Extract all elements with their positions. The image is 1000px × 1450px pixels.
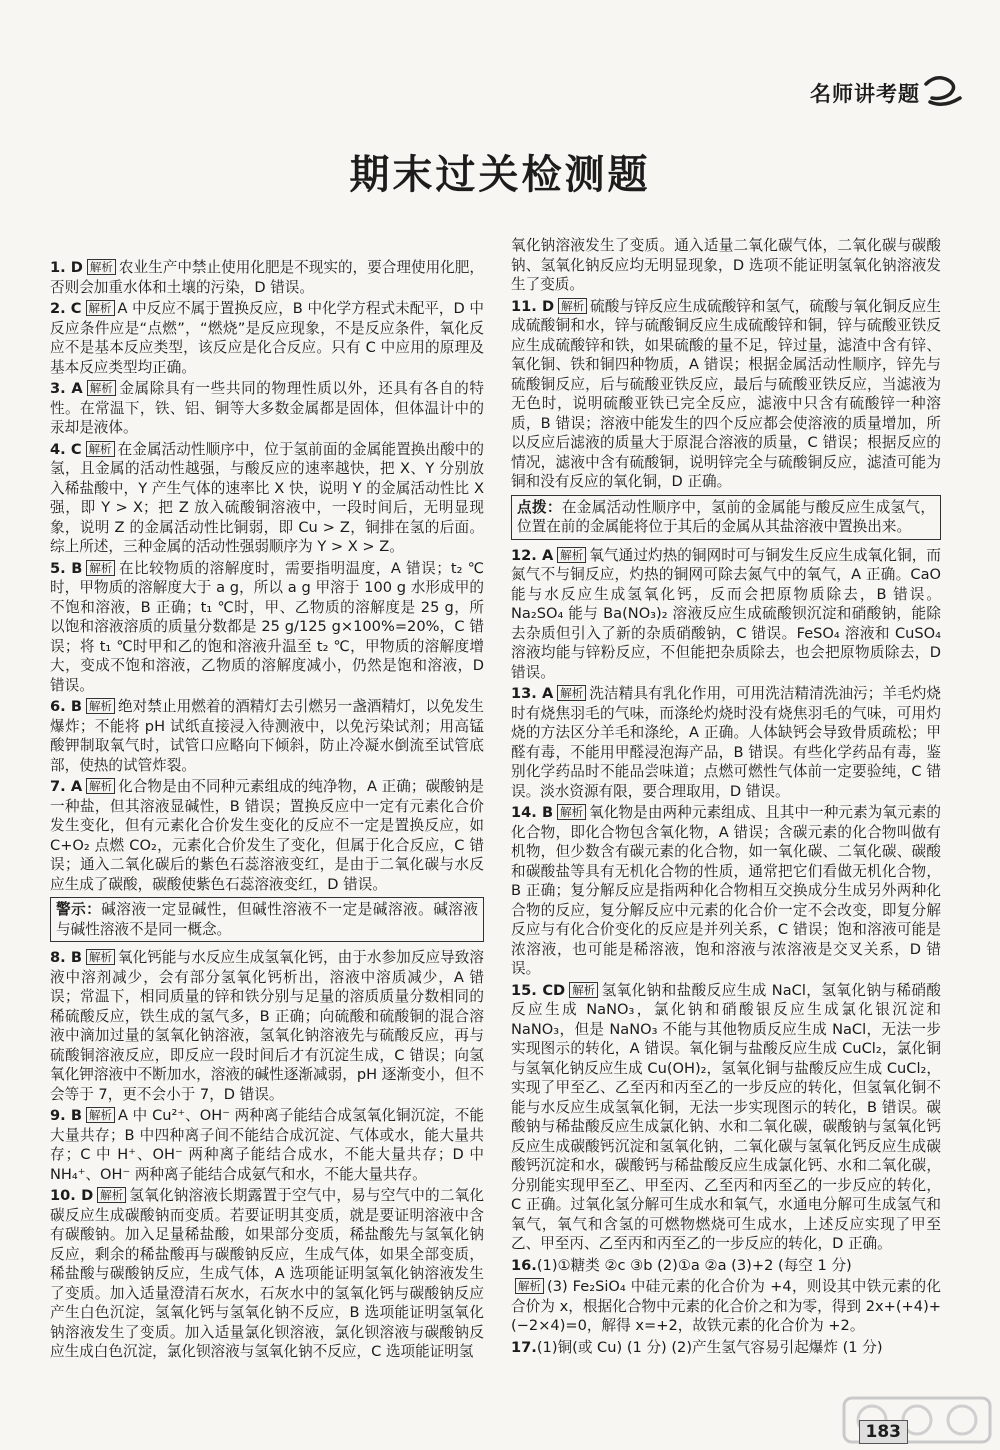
- answer-item: [50, 1106, 484, 1184]
- analysis-tag: 解析: [97, 1187, 126, 1203]
- answer-text: 硫酸与锌反应生成硫酸锌和氢气，硫酸与氧化铜反应生成硫酸铜和水，锌与硫酸铜反应生成硫酸锌和铜，锌与硫酸亚铁反应生成硫酸锌和铁，如果硫酸的量不足，锌过量，滤渣中含有锌、氧化铜、铁和铜四种物质，A 错误；根据金属活动性顺序，锌先与硫酸铜反应，后与硫酸亚铁反应，最后与硫酸亚铁反应，当滤液为无色时，说明硫酸亚铁已完全反应，滤液中只含有硫酸锌一种溶质，B 错误；溶液中能发生的四个反应都会使溶液的质量增加，所以反应后滤液的质量大于原混合溶液的质量，C 错误；根据反应的情况，滤液中含有硫酸铜，说明锌完全与硫酸铜反应，滤渣可能为铜和没有反应的氧化铜，D 正确。: [511, 297, 941, 490]
- answer-number: 12. A: [511, 546, 554, 564]
- answer-number: 11. D: [511, 297, 555, 315]
- answer-item: [511, 546, 941, 683]
- note-box: [511, 495, 941, 540]
- analysis-tag: 解析: [557, 547, 586, 563]
- answer-number: 7. A: [50, 778, 83, 795]
- answer-item: [50, 1186, 484, 1362]
- answer-item: [511, 803, 941, 979]
- answer-number: 17.: [511, 1338, 537, 1356]
- answer-item: [50, 299, 484, 377]
- answer-text: 金属除具有一些共同的物理性质以外，还具有各自的特性。在常温下，铁、铝、铜等大多数金属都是固体，但体温计中的汞却是液体。: [50, 380, 484, 436]
- answer-text: 化合物是由不同种元素组成的纯净物，A 正确；碳酸钠是一种盐，但其溶液显碱性，B 错误；置换反应中一定有元素化合价发生变化，但有元素化合价发生变化的反应不一定是置换反应，如 C+O₂ 点燃 CO₂，元素化合价发生了变化，但属于化合反应，C 错误；通入二氧化碳后的紫色石蕊溶液变红，是由于二氧化碳与水反应生成了碳酸，碳酸使紫色石蕊溶液变红，D 错误。: [50, 778, 485, 893]
- answer-item: [50, 258, 484, 297]
- answer-text: 氢氧化钠溶液长期露置于空气中，易与空气中的二氧化碳反应生成碳酸钠而变质。若要证明其变质，就是要证明溶液中含有碳酸钠。加入足量稀盐酸，如果部分变质，稀盐酸先与氢氧化钠反应，剩余的稀盐酸再与碳酸钠反应，生成气体，如果全部变质，稀盐酸与碳酸钠反应，生成气体，A 选项能证明氢氧化钠溶液发生了变质。加入适量澄清石灰水，石灰水中的氢氧化钙与碳酸钠反应产生白色沉淀，氢氧化钙与氢氧化钠不反应，B 选项能证明氢氧化钠溶液发生了变质。加入适量氯化钡溶液，氯化钡溶液与碳酸钠反应生成白色沉淀，氯化钡溶液与氢氧化钠不反应，C 选项能证明氢: [50, 1187, 484, 1360]
- answer-number: 9. B: [50, 1107, 82, 1124]
- left-column: [50, 258, 484, 1364]
- answer-number: 14. B: [511, 804, 554, 821]
- analysis-tag: 解析: [86, 300, 115, 316]
- note-label: 点拨：: [517, 498, 562, 516]
- brand-logo-icon: [920, 70, 966, 110]
- page-title: 期末过关检测题: [349, 152, 651, 198]
- answer-number: 3. A: [50, 380, 83, 397]
- answer-text: 洗洁精具有乳化作用，可用洗洁精清洗油污；羊毛灼烧时有烧焦羽毛的气味，而涤纶灼烧时没有烧焦羽毛的气味，可用灼烧的方法区分羊毛和涤纶，A 正确。人体缺钙会导致骨质疏松；甲醛有毒，不能用甲醛浸泡海产品，B 错误。有些化学药品有毒，鉴别化学药品时不能品尝味道；点燃可燃性气体前一定要验纯，C 错误。淡水资源有限，要合理取用，D 错误。: [511, 685, 941, 800]
- analysis-tag: 解析: [86, 778, 115, 794]
- analysis-tag: 解析: [87, 259, 116, 275]
- right-column: [511, 236, 941, 1359]
- analysis-tag: 解析: [515, 1278, 544, 1294]
- answer-number: 13. A: [511, 685, 554, 702]
- answer-item: [511, 236, 941, 295]
- answer-number: 2. C: [50, 300, 82, 317]
- analysis-tag: 解析: [86, 441, 115, 457]
- note-label: 警示：: [56, 901, 102, 918]
- note-box: [50, 897, 484, 942]
- answer-text: 氧气通过灼热的铜网时可与铜发生反应生成氧化铜，而氮气不与铜反应，灼热的铜网可除去氮气中的氧气，A 正确。CaO 能与水反应生成氢氧化钙，反而会把原物质除去，B 错误。Na₂SO₄ 能与 Ba(NO₃)₂ 溶液反应生成硫酸钡沉淀和硝酸钠，能除去杂质但引入了新的杂质硝酸钠，C 错误。FeSO₄ 溶液和 CuSO₄ 溶液均能与锌粉反应，不但能把杂质除去，也会把原物质除去，D 错误。: [511, 546, 941, 681]
- answer-item: [511, 684, 941, 801]
- answer-text: 绝对禁止用燃着的酒精灯去引燃另一盏酒精灯，以免发生爆炸；不能将 pH 试纸直接浸入待测液中，以免污染试剂；用高锰酸钾制取氧气时，试管口应略向下倾斜，防止冷凝水倒流至试管底部，使热的试管炸裂。: [50, 698, 484, 774]
- analysis-tag: 解析: [86, 560, 115, 576]
- answer-text: 氢氧化钠和盐酸反应生成 NaCl，氢氧化钠与稀硝酸反应生成 NaNO₃，氯化钠和硝酸银反应生成氯化银沉淀和 NaNO₃，但是 NaNO₃ 不能与其他物质反应生成 NaCl，无法一步实现图示的转化，A 错误。氧化铜与盐酸反应生成 CuCl₂，氯化铜与氢氧化钠反应生成 Cu(OH)₂，氢氧化铜与盐酸反应生成 CuCl₂，实现了甲至乙、乙至丙和丙至乙的一步反应的转化，但氢氧化铜不能与水反应生成氢氧化铜，无法一步实现图示的转化，B 错误。碳酸钠与稀盐酸反应生成氯化钠、水和二氧化碳，碳酸钠与氢氧化钙反应生成碳酸钙沉淀和氢氧化钠，二氧化碳与氢氧化钙反应生成碳酸钙沉淀和水，碳酸钙与稀盐酸反应生成氯化钙、水和二氧化碳，分别能实现甲至乙、甲至丙、乙至丙和丙至乙的一步反应的转化，C 正确。过氧化氢分解可生成水和氧气，水通电分解可生成氢气和氧气，氧气和含氢的可燃物燃烧可生成水，上述反应实现了甲至乙、甲至丙、乙至丙和丙至乙的一步反应的转化，D 正确。: [511, 981, 941, 1252]
- answer-item: [50, 559, 484, 696]
- answer-item: [50, 777, 484, 894]
- answer-item: [511, 297, 941, 492]
- answer-number: 8. B: [50, 949, 82, 966]
- answer-text: A 中 Cu²⁺、OH⁻ 两种离子能结合成氢氧化铜沉淀，不能大量共存；B 中四种离子间不能结合成沉淀、气体或水，能大量共存；C 中 H⁺、OH⁻ 两种离子能结合成水，不能大量共存；D 中 NH₄⁺、OH⁻ 两种离子能结合成氨气和水，不能大量共存。: [50, 1107, 484, 1183]
- answer-item: [50, 440, 484, 557]
- answer-number: 5. B: [50, 559, 83, 577]
- answer-text: (1)铜(或 Cu) (1 分) (2)产生氢气容易引起爆炸 (1 分): [536, 1338, 883, 1356]
- analysis-tag: 解析: [86, 949, 115, 965]
- answer-item: [50, 697, 484, 775]
- page-header: [0, 0, 1000, 110]
- answer-number: 15. CD: [511, 981, 566, 999]
- analysis-tag: 解析: [557, 685, 586, 701]
- answer-text: 在比较物质的溶解度时，需要指明温度，A 错误；t₂ ℃时，甲物质的溶解度大于 a g，所以 a g 甲溶于 100 g 水形成甲的不饱和溶液，B 正确；t₁ ℃时，甲、乙物质的溶解度是 25 g，所以饱和溶液溶质的质量分数都是 25 g/125 g×100%=20%，C 错误；将 t₁ ℃时甲和乙的饱和溶液升温至 t₂ ℃，甲物质的溶解度增大，变成不饱和溶液，乙物质的溶解度减小，仍然是饱和溶液，D 错误。: [50, 559, 484, 694]
- answer-item: [511, 981, 941, 1254]
- analysis-tag: 解析: [569, 982, 598, 998]
- answer-item: [50, 379, 484, 438]
- analysis-tag: 解析: [86, 698, 115, 714]
- page-number: 183: [859, 1420, 909, 1444]
- answer-text: (3) Fe₂SiO₄ 中硅元素的化合价为 +4，则设其中铁元素的化合价为 x，根据化合物中元素的化合价之和为零，得到 2x+(+4)+(−2×4)=0，解得 x=+2，故铁元素的化合价为 +2。: [511, 1278, 941, 1334]
- analysis-tag: 解析: [558, 298, 587, 314]
- answer-text: 农业生产中禁止使用化肥是不现实的，要合理使用化肥，否则会加重水体和土壤的污染，D 错误。: [50, 259, 484, 296]
- note-text: 在金属活动性顺序中，氢前的金属能与酸反应生成氢气，位置在前的金属能将位于其后的金属从其盐溶液中置换出来。: [517, 498, 935, 535]
- answer-number: 4. C: [50, 440, 82, 458]
- answer-text: 氧化钠溶液发生了变质。通入适量二氧化碳气体，二氧化碳与碳酸钠、氢氧化钠反应均无明显现象，D 选项不能证明氢氧化钠溶液发生了变质。: [511, 237, 941, 293]
- brand-name: 名师讲考题: [810, 82, 920, 106]
- answer-text: (1)①糖类 ②c ③b (2)①a ②a (3)+2 (每空 1 分): [536, 1256, 852, 1274]
- answer-item: [50, 948, 484, 1104]
- answer-number: 10. D: [50, 1187, 94, 1204]
- analysis-tag: 解析: [86, 1107, 115, 1123]
- note-text: 碱溶液一定显碱性，但碱性溶液不一定是碱溶液。碱溶液与碱性溶液不是同一概念。: [56, 901, 478, 938]
- answer-item: [511, 1338, 941, 1358]
- answer-text: 氧化钙能与水反应生成氢氧化钙，由于水参加反应导致溶液中溶剂减少，会有部分氢氧化钙析出，溶液中溶质减少，A 错误；常温下，相同质量的锌和铁分别与足量的溶质质量分数相同的稀硫酸反应，铁生成的氢气多，B 正确；向硫酸和硫酸铜的混合溶液中滴加过量的氢氧化钠溶液，氢氧化钠溶液先与硫酸反应，再与硫酸铜溶液反应，即反应一段时间后才有沉淀生成，C 错误；向氢氧化钾溶液中不断加水，溶液的碱性逐渐减弱，pH 逐渐变小，但不会等于 7，更不会小于 7，D 错误。: [50, 949, 484, 1103]
- answer-number: 1. D: [50, 259, 83, 276]
- answer-text: A 中反应不属于置换反应，B 中化学方程式未配平，D 中反应条件应是“点燃”，“燃烧”是反应现象，不是反应条件，氧化反应不是基本反应类型，该反应是化合反应。只有 C 中应用的原理及基本反应类型均正确。: [50, 300, 484, 376]
- answer-number: 16.: [511, 1256, 537, 1274]
- analysis-tag: 解析: [87, 380, 116, 396]
- answer-item: [511, 1277, 941, 1336]
- answer-item: [511, 1256, 941, 1276]
- answer-text: 在金属活动性顺序中，位于氢前面的金属能置换出酸中的氢，且金属的活动性越强，与酸反应的速率越快，把 X、Y 分别放入稀盐酸中，Y 产生气体的速率比 X 快，说明 Y 的金属活动性比 X 强，即 Y > X；把 Z 放入硫酸铜溶液中，一段时间后，无明显现象，说明 Z 的金属活动性比铜弱，即 Cu > Z，铜排在氢的后面。综上所述，三种金属的活动性强弱顺序为 Y > X > Z。: [50, 440, 484, 555]
- answer-number: 6. B: [50, 698, 82, 715]
- analysis-tag: 解析: [557, 804, 586, 820]
- answer-text: 氧化物是由两种元素组成、且其中一种元素为氧元素的化合物，即化合物包含氧化物，A 错误；含碳元素的化合物叫做有机物，但少数含有碳元素的化合物，如一氧化碳、二氧化碳、碳酸和碳酸盐等具有无机化合物的性质，通常把它们看做无机化合物，B 正确；复分解反应是指两种化合物相互交换成分生成另外两种化合物的反应，复分解反应中元素的化合价一定不会改变，即复分解反应与有化合价变化的反应是并列关系，C 错误；饱和溶液可能是浓溶液，也可能是稀溶液，饱和溶液与浓溶液是交叉关系，D 错误。: [511, 804, 941, 977]
